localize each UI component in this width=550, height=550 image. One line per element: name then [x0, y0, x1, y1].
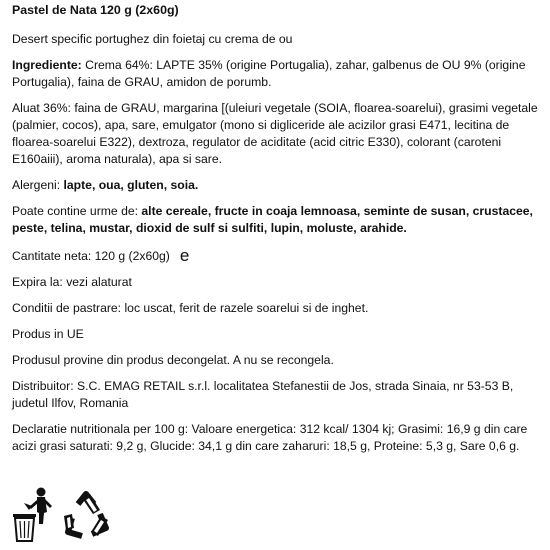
- traces-label: Poate contine urme de:: [12, 204, 142, 218]
- defrosted-note: Produsul provine din produs decongelat. A nu se recongela.: [12, 353, 334, 367]
- estimated-e-mark: e: [179, 246, 190, 265]
- nutrition-declaration: Declaratie nutritionala per 100 g: Valoare energetica: 312 kcal/ 1304 kj; Grasimi: 16,9 g din care acizi grasi saturati: 9,2 g, Glucide: 34,1 g din care zaharuri: 18,5 g, Proteine: 5,3 g, Sare 0,6 g.: [12, 422, 528, 453]
- tidyman-bin-icon: [10, 486, 56, 544]
- dough-ingredients: Aluat 36%: faina de GRAU, margarina [(uleiuri vegetale (SOIA, floarea-soarelui), grasimi vegetale (palmier, cocos), apa, sare, emulgator (mono si digliceride ale acizilor grasi E471, lecitina de floarea-soarelui E322), dextroza, regulator de aciditate (acid citric E330), colorant (caroteni E160aiii), aroma naturala), apa si sare.: [12, 101, 538, 166]
- recycle-icon: [60, 490, 112, 542]
- product-title: Pastel de Nata 120 g (2x60g): [12, 3, 179, 17]
- ingredients-label: Ingrediente:: [12, 58, 82, 72]
- net-quantity-text: Cantitate neta: 120 g (2x60g): [12, 249, 170, 263]
- distributor: Distribuitor: S.C. EMAG RETAIL s.r.l. localitatea Stefanestii de Jos, strada Sinaia, nr 53-53 B, judetul Ilfov, Romania: [12, 379, 514, 410]
- allergens-value: lapte, oua, gluten, soia.: [63, 178, 199, 192]
- storage-conditions: Conditii de pastrare: loc uscat, ferit de razele soarelui si de inghet.: [12, 301, 369, 315]
- product-label: [12, 2, 540, 464]
- traces-value: alte cereale, fructe in coaja lemnoasa, seminte de susan, crustacee, peste, telina, mustar, dioxid de sulf si sulfiti, lupin, moluste, arahide.: [12, 204, 533, 235]
- may-contain-traces: [12, 203, 540, 237]
- expiry: Expira la: vezi alaturat: [12, 275, 132, 289]
- allergens-label: Alergeni:: [12, 178, 64, 192]
- product-description: Desert specific portughez din foietaj cu crema de ou: [12, 32, 293, 46]
- disposal-icons: [10, 486, 120, 546]
- net-quantity: [12, 246, 540, 265]
- ingredients-text: Crema 64%: LAPTE 35% (origine Portugalia), zahar, galbenus de OU 9% (origine Portugalia), faina de GRAU, amidon de porumb.: [12, 58, 526, 89]
- ingredients: [12, 57, 540, 91]
- origin: Produs in UE: [12, 327, 84, 341]
- allergens: [12, 177, 540, 194]
